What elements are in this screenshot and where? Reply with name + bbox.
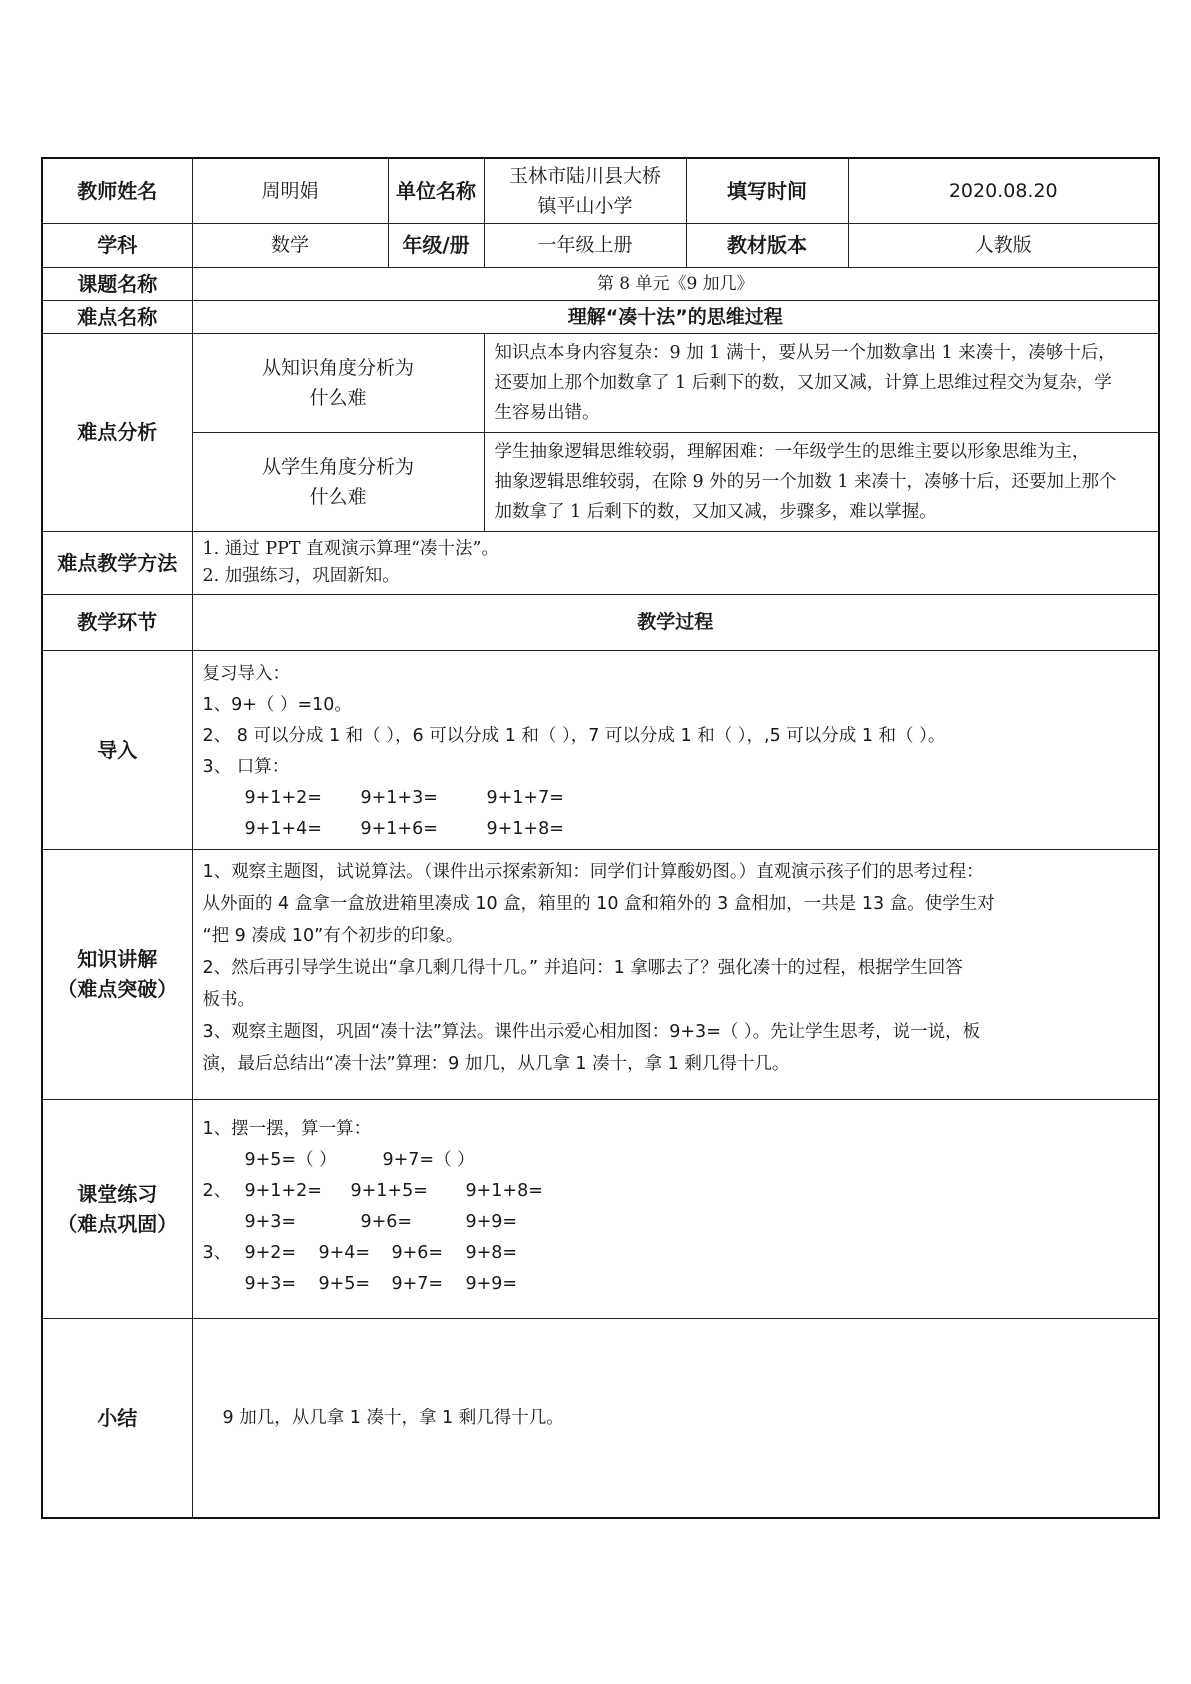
practice-label xyxy=(42,1099,192,1318)
method-item-1: 1. 通过 PPT 直观演示算理“凑十法”。 xyxy=(202,538,499,559)
intro-row xyxy=(42,650,1159,849)
method-item-2: 2. 加强练习，巩固新知。 xyxy=(202,565,400,586)
intro-calc-row-1 xyxy=(203,783,1151,814)
practice-calc: 9+1+8= xyxy=(465,1180,543,1201)
subject-label: 学科 xyxy=(42,223,192,267)
knowledge-line-7: 演，最后总结出“凑十法”算理：9 加几，从几拿 1 凑十，拿 1 剩几得十几。 xyxy=(202,1053,790,1074)
practice-line-3 xyxy=(203,1176,1151,1207)
student-angle-text xyxy=(484,432,1159,531)
student-text-line-3: 加数拿了 1 后剩下的数，又加又减，步骤多，难以掌握。 xyxy=(494,501,937,522)
student-angle-label-1: 从学生角度分析为 xyxy=(261,455,414,478)
intro-calc: 9+1+7= xyxy=(486,787,564,808)
student-text-line-2: 抽象逻辑思维较弱，在除 9 外的另一个加数 1 来凑十，凑够十后，还要加上那个 xyxy=(494,471,1117,492)
practice-index: 2、 xyxy=(202,1180,232,1201)
practice-calc: 9+9= xyxy=(465,1273,518,1294)
knowledge-content xyxy=(192,849,1159,1099)
practice-calc: 9+2= xyxy=(244,1242,297,1263)
student-text-line-1: 学生抽象逻辑思维较弱，理解困难：一年级学生的思维主要以形象思维为主， xyxy=(494,441,1090,462)
practice-calc: 9+7= xyxy=(391,1273,444,1294)
practice-content xyxy=(192,1099,1159,1318)
knowledge-line-3: “把 9 凑成 10”有个初步的印象。 xyxy=(202,925,464,946)
practice-line-5 xyxy=(203,1238,1151,1269)
knowledge-label-1: 知识讲解 xyxy=(77,947,158,971)
topic-row xyxy=(42,267,1159,300)
knowledge-text-line-3: 生容易出错。 xyxy=(494,402,600,423)
analysis-row-knowledge xyxy=(42,333,1159,432)
method-content xyxy=(192,531,1159,594)
unit-value xyxy=(484,158,686,223)
practice-calc: 9+7=（ ） xyxy=(382,1149,475,1170)
practice-line-2 xyxy=(203,1145,1151,1176)
knowledge-text-line-2: 还要加上那个加数拿了 1 后剩下的数，又加又减，计算上思维过程交为复杂，学 xyxy=(494,372,1112,393)
knowledge-line-2: 从外面的 4 盒拿一盒放进箱里凑成 10 盒，箱里的 10 盒和箱外的 3 盒相加，一共是 13 盒。使学生对 xyxy=(202,893,995,914)
intro-line-4: 3、 口算： xyxy=(202,756,290,777)
summary-label: 小结 xyxy=(42,1318,192,1518)
analysis-label: 难点分析 xyxy=(42,333,192,531)
summary-content: 9 加几，从几拿 1 凑十，拿 1 剩几得十几。 xyxy=(192,1318,1159,1518)
practice-calc: 9+3= xyxy=(244,1273,297,1294)
practice-calc: 9+3= xyxy=(244,1211,297,1232)
intro-calc: 9+1+6= xyxy=(360,818,438,839)
practice-line-1: 1、摆一摆，算一算： xyxy=(202,1118,372,1139)
practice-line-4 xyxy=(203,1207,1151,1238)
edition-value: 人教版 xyxy=(848,223,1159,267)
intro-line-1: 复习导入： xyxy=(202,663,290,684)
difficulty-row xyxy=(42,300,1159,333)
summary-row xyxy=(42,1318,1159,1518)
practice-calc: 9+1+5= xyxy=(350,1180,428,1201)
practice-calc: 9+1+2= xyxy=(244,1180,322,1201)
intro-calc: 9+1+8= xyxy=(486,818,564,839)
student-angle-label-2: 什么难 xyxy=(309,485,367,508)
knowledge-text-line-1: 知识点本身内容复杂：9 加 1 满十，要从另一个加数拿出 1 来凑十，凑够十后， xyxy=(494,342,1116,363)
practice-calc: 9+8= xyxy=(465,1242,518,1263)
subject-value: 数学 xyxy=(192,223,388,267)
process-label: 教学过程 xyxy=(192,594,1159,650)
header-row-1 xyxy=(42,158,1159,223)
intro-calc-row-2 xyxy=(203,814,1151,845)
practice-calc: 9+6= xyxy=(391,1242,444,1263)
knowledge-label xyxy=(42,849,192,1099)
grade-label: 年级/册 xyxy=(388,223,484,267)
knowledge-line-6: 3、观察主题图，巩固“凑十法”算法。课件出示爱心相加图：9+3=（ ）。先让学生思考，说一说，板 xyxy=(202,1021,981,1042)
unit-value-line2: 镇平山小学 xyxy=(537,194,633,217)
knowledge-angle-label-2: 什么难 xyxy=(309,386,367,409)
lesson-plan-sheet xyxy=(41,157,1158,1519)
intro-calc: 9+1+4= xyxy=(244,818,322,839)
lesson-plan-table xyxy=(41,157,1160,1519)
practice-calc: 9+5= xyxy=(318,1273,371,1294)
grade-value: 一年级上册 xyxy=(484,223,686,267)
method-label: 难点教学方法 xyxy=(42,531,192,594)
knowledge-line-1: 1、观察主题图，试说算法。（课件出示探索新知：同学们计算酸奶图。）直观演示孩子们的思考过程： xyxy=(202,861,984,882)
date-value: 2020.08.20 xyxy=(848,158,1159,223)
knowledge-angle-text xyxy=(484,333,1159,432)
student-angle-label xyxy=(192,432,484,531)
teacher-label: 教师姓名 xyxy=(42,158,192,223)
date-label: 填写时间 xyxy=(686,158,848,223)
unit-label: 单位名称 xyxy=(388,158,484,223)
practice-calc: 9+6= xyxy=(360,1211,413,1232)
knowledge-angle-label xyxy=(192,333,484,432)
knowledge-angle-label-1: 从知识角度分析为 xyxy=(261,356,414,379)
intro-line-3: 2、 8 可以分成 1 和（ ），6 可以分成 1 和（ ），7 可以分成 1 和（ ），,5 可以分成 1 和（ ）。 xyxy=(202,725,946,746)
unit-value-line1: 玉林市陆川县大桥 xyxy=(508,164,661,187)
practice-label-1: 课堂练习 xyxy=(77,1181,158,1206)
intro-line-2: 1、9+（ ）=10。 xyxy=(202,694,352,715)
intro-label: 导入 xyxy=(42,650,192,849)
topic-value: 第 8 单元《9 加几》 xyxy=(192,267,1159,300)
intro-content xyxy=(192,650,1159,849)
difficulty-value: 理解“凑十法”的思维过程 xyxy=(192,300,1159,333)
topic-label: 课题名称 xyxy=(42,267,192,300)
knowledge-label-2: （难点突破） xyxy=(57,977,178,1001)
intro-calc: 9+1+2= xyxy=(244,787,322,808)
practice-line-6 xyxy=(203,1269,1151,1300)
practice-calc: 9+4= xyxy=(318,1242,371,1263)
practice-calc: 9+5=（ ） xyxy=(244,1149,337,1170)
practice-index: 3、 xyxy=(202,1242,232,1263)
knowledge-line-5: 板书。 xyxy=(202,989,255,1010)
process-header-row xyxy=(42,594,1159,650)
practice-row xyxy=(42,1099,1159,1318)
practice-label-2: （难点巩固） xyxy=(57,1211,178,1236)
knowledge-line-4: 2、然后再引导学生说出“拿几剩几得十几。” 并追问：1 拿哪去了？强化凑十的过程，根据学生回答 xyxy=(202,957,963,978)
edition-label: 教材版本 xyxy=(686,223,848,267)
header-row-2 xyxy=(42,223,1159,267)
practice-calc: 9+9= xyxy=(465,1211,518,1232)
knowledge-row xyxy=(42,849,1159,1099)
teacher-value: 周明娟 xyxy=(192,158,388,223)
method-row xyxy=(42,531,1159,594)
intro-calc: 9+1+3= xyxy=(360,787,438,808)
analysis-row-student xyxy=(42,432,1159,531)
process-stage-label: 教学环节 xyxy=(42,594,192,650)
difficulty-label: 难点名称 xyxy=(42,300,192,333)
